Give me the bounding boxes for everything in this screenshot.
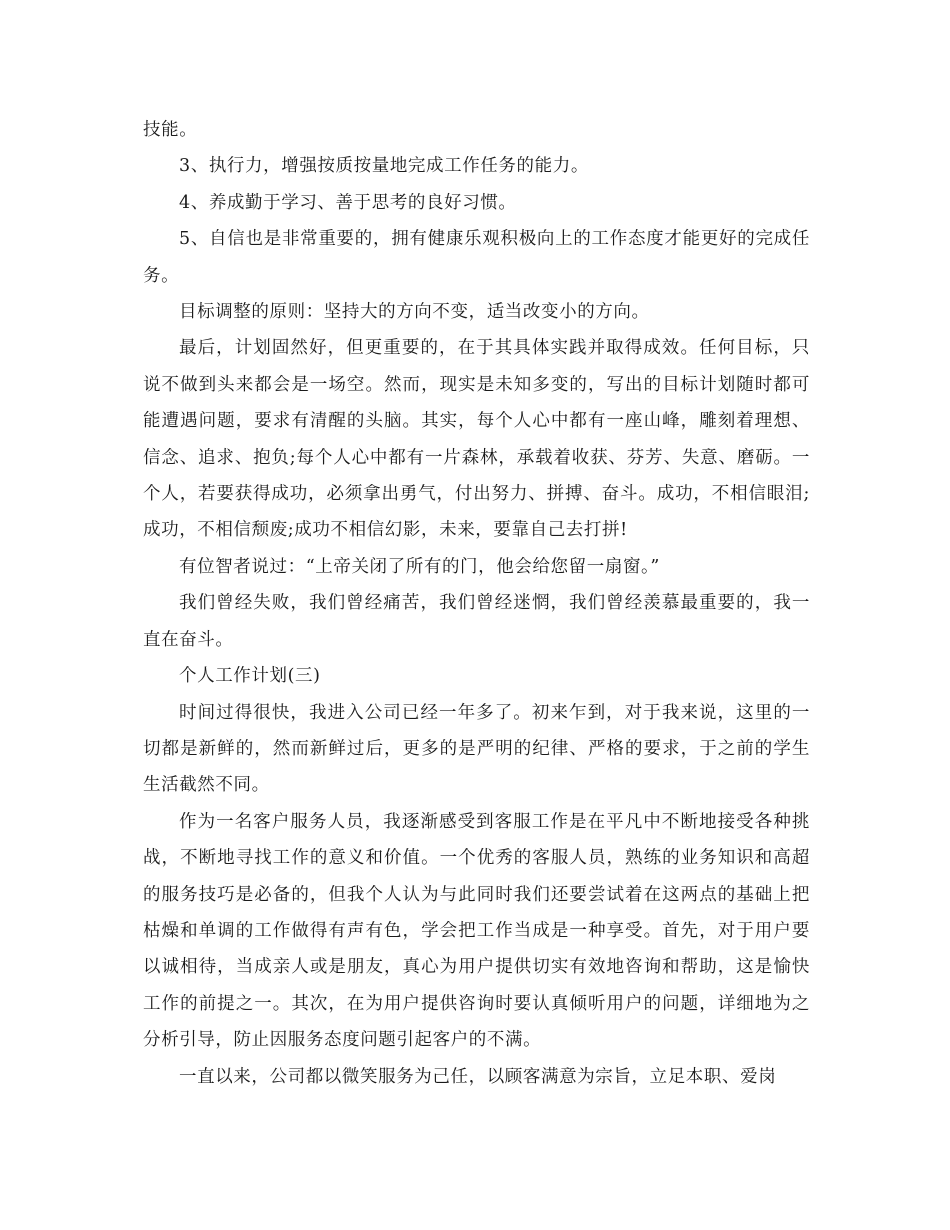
paragraph-4: 5、自信也是非常重要的，拥有健康乐观积极向上的工作态度才能更好的完成任务。	[143, 229, 810, 286]
paragraph-7: 有位智者说过：“上帝关闭了所有的门，他会给您留一扇窗。”	[179, 556, 660, 577]
paragraph-5: 目标调整的原则：坚持大的方向不变，适当改变小的方向。	[179, 302, 650, 323]
document-body	[143, 112, 810, 1095]
paragraph-11: 作为一名客户服务人员，我逐渐感受到客服工作是在平凡中不断地接受各种挑战，不断地寻找工作的意义和价值。一个优秀的客服人员，熟练的业务知识和高超的服务技巧是必备的，但我个人认为与此同时我们还要尝试着在这两点的基础上把枯燥和单调的工作做得有声有色，学会把工作当成是一种享受。首先，对于用户要以诚相待，当成亲人或是朋友，真心为用户提供切实有效地咨询和帮助，这是愉快工作的前提之一。其次，在为用户提供咨询时要认真倾听用户的问题，详细地为之分析引导，防止因服务态度问题引起客户的不满。	[143, 811, 810, 1051]
paragraph-6: 最后，计划固然好，但更重要的，在于其具体实践并取得成效。任何目标，只说不做到头来都会是一场空。然而，现实是未知多变的，写出的目标计划随时都可能遭遇问题，要求有清醒的头脑。其实，每个人心中都有一座山峰，雕刻着理想、信念、追求、抱负;每个人心中都有一片森林，承载着收获、芬芳、失意、磨砺。一个人，若要获得成功，必须拿出勇气，付出努力、拼搏、奋斗。成功，不相信眼泪;成功，不相信颓废;成功不相信幻影，未来，要靠自己去打拼!	[143, 338, 810, 541]
paragraph-10: 时间过得很快，我进入公司已经一年多了。初来乍到，对于我来说，这里的一切都是新鲜的，然而新鲜过后，更多的是严明的纪律、严格的要求，于之前的学生生活截然不同。	[143, 702, 810, 796]
paragraph-12: 一直以来，公司都以微笑服务为己任，以顾客满意为宗旨，立足本职、爱岗	[179, 1066, 777, 1087]
section-heading: 个人工作计划(三)	[179, 666, 321, 687]
paragraph-8: 我们曾经失败，我们曾经痛苦，我们曾经迷惘，我们曾经羡慕最重要的，我一直在奋斗。	[143, 593, 810, 650]
paragraph-2: 3、执行力，增强按质按量地完成工作任务的能力。	[179, 156, 589, 177]
paragraph-1: 技能。	[143, 120, 198, 140]
paragraph-3: 4、养成勤于学习、善于思考的良好习惯。	[179, 192, 517, 213]
